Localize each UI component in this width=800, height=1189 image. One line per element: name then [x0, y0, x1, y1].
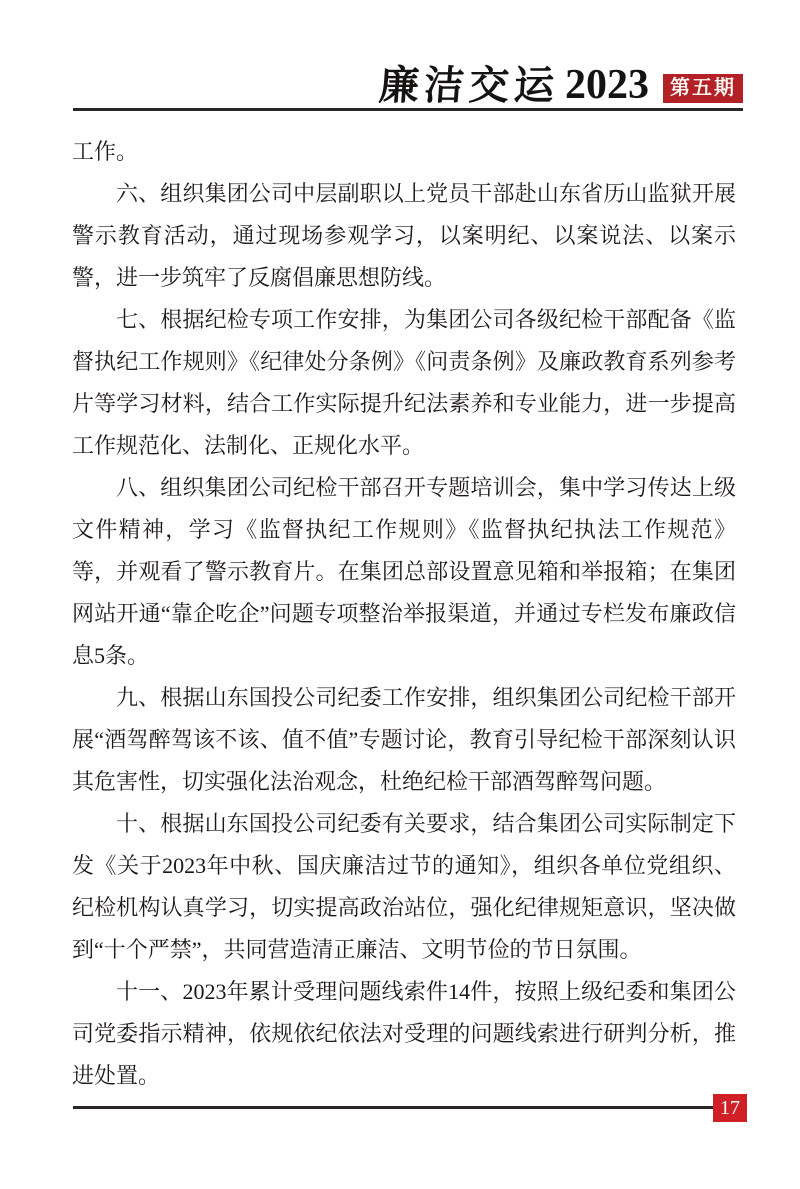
masthead-title: 廉洁交运: [377, 63, 561, 108]
issue-badge: 第五期: [663, 74, 743, 103]
masthead-year: 2023: [565, 62, 649, 108]
paragraph: 八、组织集团公司纪检干部召开专题培训会，集中学习传达上级文件精神，学习《监督执纪工作规则》《监督执纪执法工作规范》等，并观看了警示教育片。在集团总部设置意见箱和举报箱；在集团网站开通“靠企吃企”问题专项整治举报渠道，并通过专栏发布廉政信息5条。: [72, 475, 736, 668]
paragraph: 九、根据山东国投公司纪委工作安排，组织集团公司纪检干部开展“酒驾醉驾该不该、值不值”专题讨论，教育引导纪检干部深刻认识其危害性，切实强化法治观念，杜绝纪检干部酒驾醉驾问题。: [72, 685, 736, 794]
paragraph: 七、根据纪检专项工作安排，为集团公司各级纪检干部配备《监督执纪工作规则》《纪律处分条例》《问责条例》及廉政教育系列参考片等学习材料，结合工作实际提升纪法素养和专业能力，进一步提高工作规范化、法制化、正规化水平。: [72, 307, 736, 458]
body-text: [72, 131, 736, 1097]
footer-rule: [73, 1106, 713, 1109]
masthead: [72, 58, 743, 106]
paragraph: 工作。: [72, 139, 139, 164]
paragraph: 六、组织集团公司中层副职以上党员干部赴山东省历山监狱开展警示教育活动，通过现场参观学习，以案明纪、以案说法、以案示警，进一步筑牢了反腐倡廉思想防线。: [72, 181, 736, 290]
paragraph: 十一、2023年累计受理问题线索件14件，按照上级纪委和集团公司党委指示精神，依规依纪依法对受理的问题线索进行研判分析，推进处置。: [72, 979, 736, 1088]
paragraph: 十、根据山东国投公司纪委有关要求，结合集团公司实际制定下发《关于2023年中秋、国庆廉洁过节的通知》，组织各单位党组织、纪检机构认真学习，切实提高政治站位，强化纪律规矩意识，坚决做到“十个严禁”，共同营造清正廉洁、文明节俭的节日氛围。: [72, 811, 736, 962]
header-rule: [73, 108, 743, 111]
page-number-badge: 17: [713, 1094, 747, 1122]
